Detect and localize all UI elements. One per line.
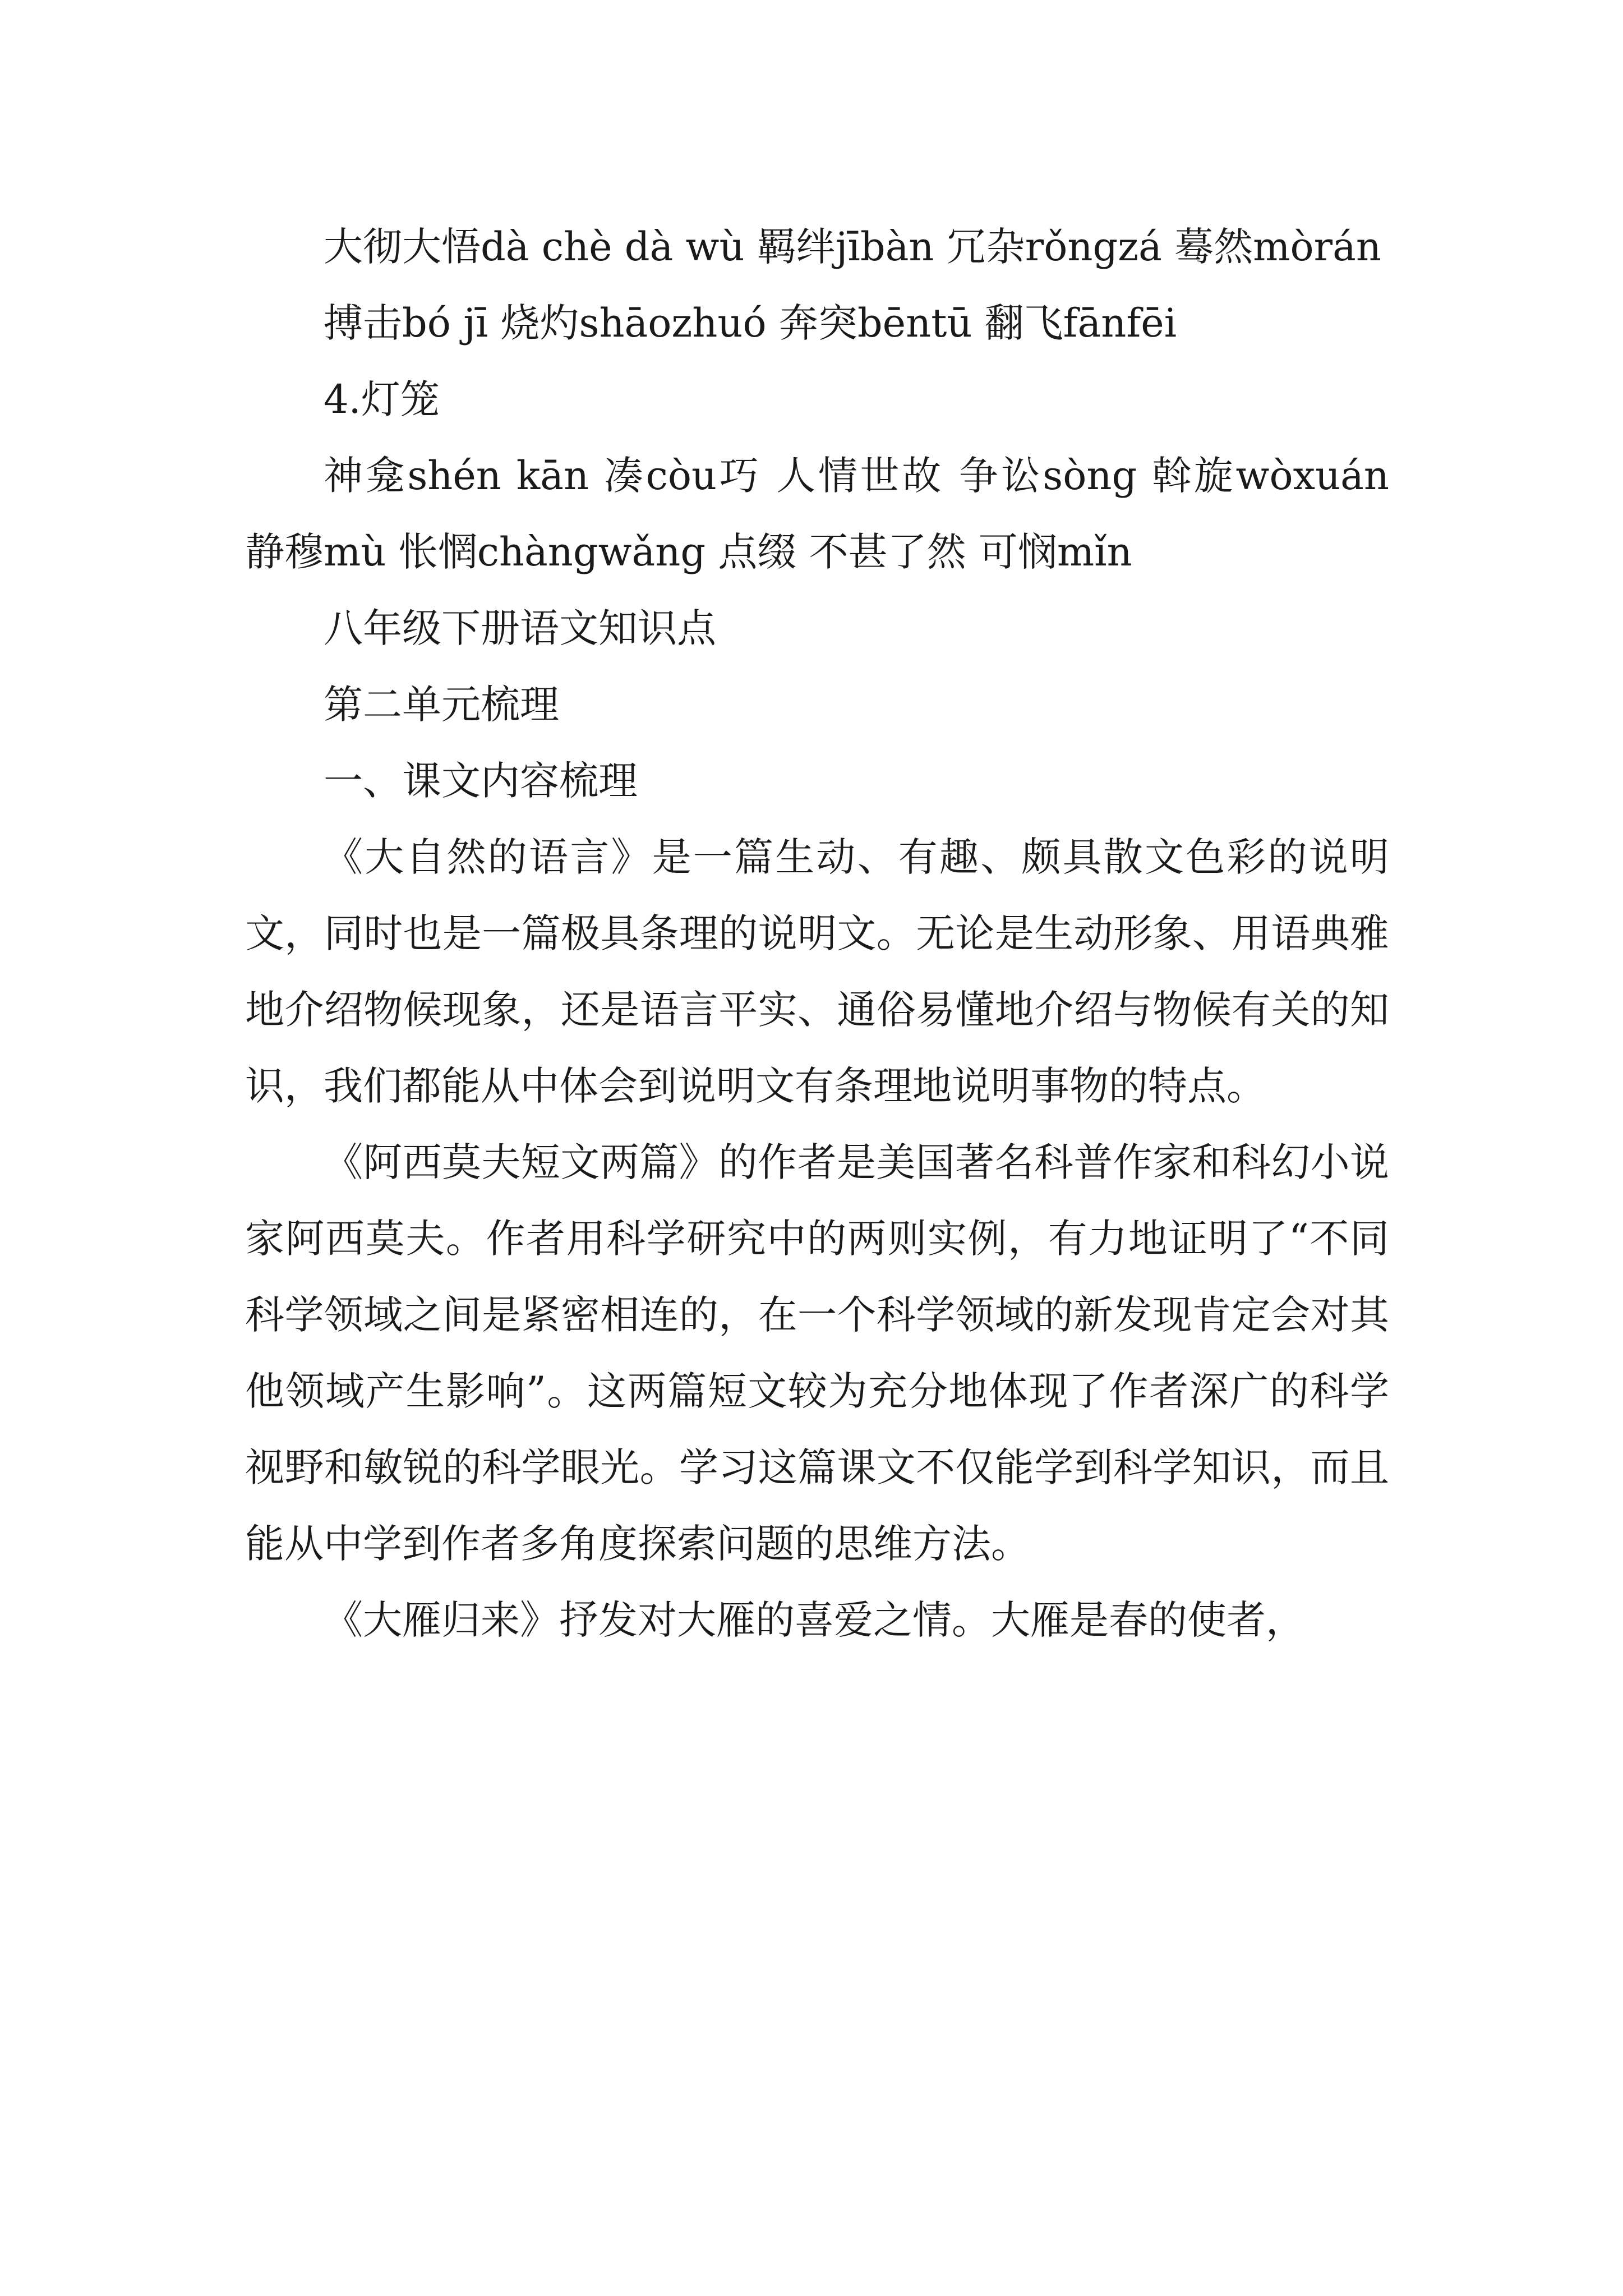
lesson-heading: 4.灯笼: [324, 376, 440, 422]
body-paragraph: 《大雁归来》抒发对大雁的喜爱之情。大雁是春的使者，: [324, 1597, 1305, 1643]
pinyin-vocab-line-2: 搏击bó jī 烧灼shāozhuó 奔突bēntū 翻飞fānfēi: [324, 300, 1177, 346]
section-title: 八年级下册语文知识点: [324, 605, 716, 651]
subsection-title: 一、课文内容梳理: [324, 758, 638, 804]
pinyin-vocab-line-3: 神龛shén kān 凑còu巧 人情世故 争讼sòng 斡旋wòxuán 静穆mù 怅惘chàngwǎng 点缀 不甚了然 可悯mǐn: [245, 453, 1389, 575]
pinyin-vocab-line-1: 大彻大悟dà chè dà wù 羁绊jībàn 冗杂rǒngzá 蓦然mòrán: [324, 224, 1381, 270]
body-paragraph: 《阿西莫夫短文两篇》的作者是美国著名科普作家和科幻小说家阿西莫夫。作者用科学研究中的两则实例，有力地证明了“不同科学领域之间是紧密相连的，在一个科学领域的新发现肯定会对其他领域产生影响”。这两篇短文较为充分地体现了作者深广的科学视野和敏锐的科学眼光。学习这篇课文不仅能学到科学知识，而且能从中学到作者多角度探索问题的思维方法。: [245, 1139, 1389, 1567]
unit-title: 第二单元梳理: [324, 682, 559, 728]
document-page: [245, 209, 1389, 1658]
body-paragraph: 《大自然的语言》是一篇生动、有趣、颇具散文色彩的说明文，同时也是一篇极具条理的说明文。无论是生动形象、用语典雅地介绍物候现象，还是语言平实、通俗易懂地介绍与物候有关的知识，我们都能从中体会到说明文有条理地说明事物的特点。: [245, 834, 1389, 1109]
